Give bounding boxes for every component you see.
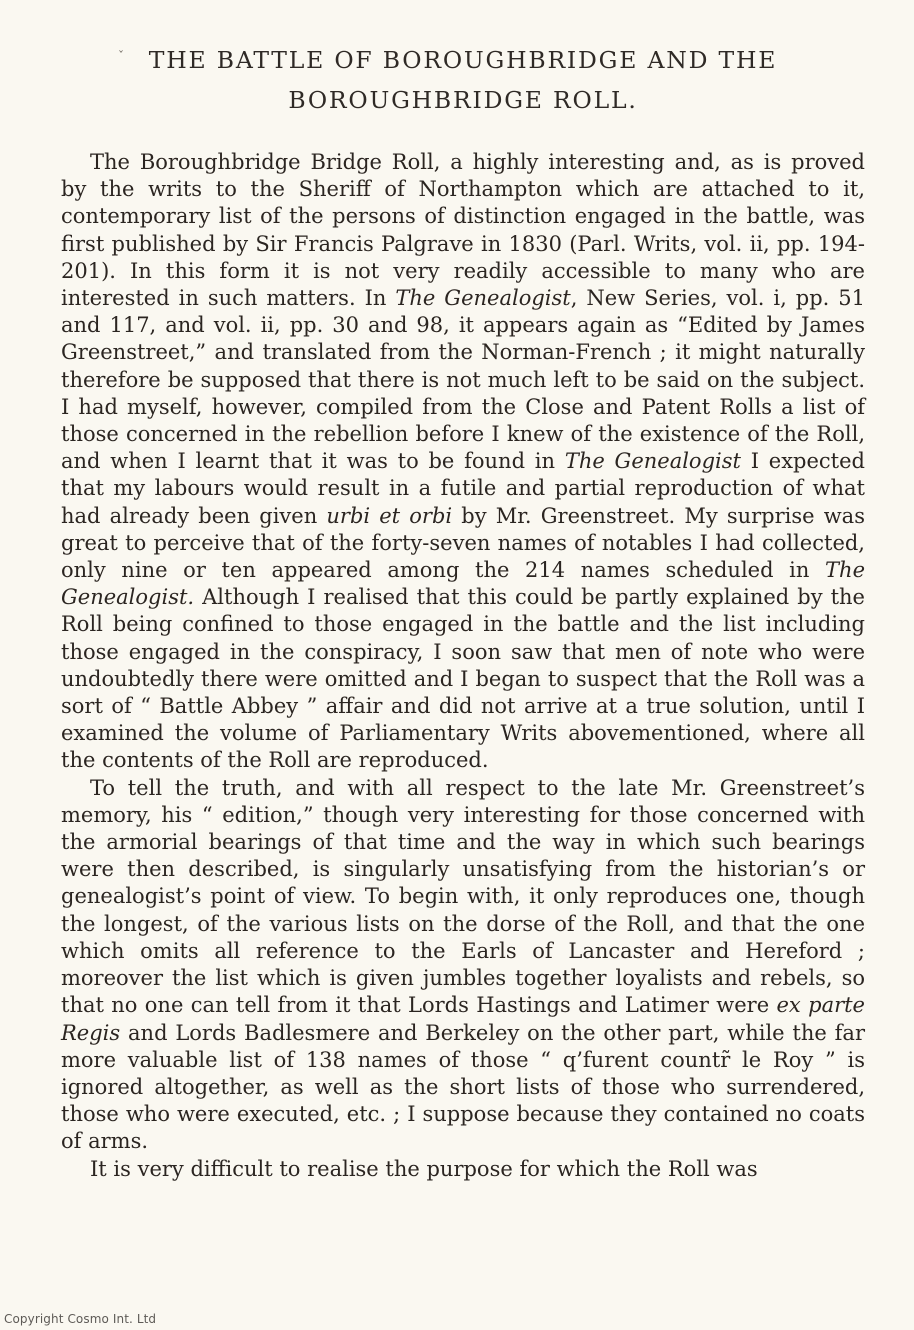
paragraph-1-italic-4: The Genealogist. bbox=[61, 558, 865, 610]
paragraph-1-text-4: by Mr. Greenstreet. My surprise was great to perceive that of the forty-seven names of notables I had collected, only nine or ten appeared among the 214 names scheduled in bbox=[61, 503, 865, 583]
paragraph-1-text-2: , New Series, vol. i, pp. 51 and 117, and vol. ii, pp. 30 and 98, it appears again as “Edited by James Greenstreet,” and translated from the Norman-French ; it might naturally therefore be supposed that there is not much left to be said on the subject. I had myself, however, compiled from the Close and Patent Rolls a list of those concerned in the rebellion before I knew of the existence of the Roll, and when I learnt that it was to be found in bbox=[61, 286, 865, 474]
paragraph-2-text-1: To tell the truth, and with all respect to the late Mr. Greenstreet’s memory, his “ edition,” though very interesting for those concerned with the armorial bearings of that time and the way in which such bearings were then described, is singularly unsatisfying from the historian’s or genealogist’s point of view. To begin with, it only reproduces one, though the longest, of the various lists on the dorse of the Roll, and that the one which omits all reference to the Earls of Lancaster and Hereford ; moreover the list which is given jumbles together loyalists and rebels, so that no one can tell from it that Lords Hastings and Latimer were bbox=[61, 775, 865, 1018]
paragraph-1-text-3: I expected that my labours would result in a futile and partial reproduction of what had already been given bbox=[61, 449, 865, 528]
paragraph-1-italic-1: The Genealogist bbox=[395, 286, 571, 311]
paragraph-2-italic-1: ex parte Regis bbox=[61, 993, 865, 1045]
document-title bbox=[61, 40, 865, 120]
paragraph-3-text-1: It is very difficult to realise the purpose for which the Roll was bbox=[90, 1156, 758, 1181]
paragraph-2-text-2: and Lords Badlesmere and Berkeley on the other part, while the far more valuable list of 138 names of those “ q’furent countr̃ le Roy ” is ignored altogether, as well as the short lists of those who surrendered, those who were executed, etc. ; I suppose because they contained no coats of arms. bbox=[61, 1020, 865, 1154]
paragraph-3 bbox=[61, 1156, 865, 1183]
title-line-1: THE BATTLE OF BOROUGHBRIDGE AND THE bbox=[148, 46, 778, 74]
body-text bbox=[61, 149, 865, 1183]
copyright-watermark: Copyright Cosmo Int. Ltd bbox=[4, 1312, 157, 1326]
document-page bbox=[61, 40, 865, 1183]
paragraph-1-italic-2: The Genealogist bbox=[564, 449, 741, 474]
title-line-2: BOROUGHBRIDGE ROLL. bbox=[288, 86, 638, 114]
paragraph-1 bbox=[61, 149, 865, 775]
paragraph-1-text-1: The Boroughbridge Bridge Roll, a highly interesting and, as is proved by the writs to the Sheriff of Northampton which are attached to it, contemporary list of the persons of distinction engaged in the battle, was first published by Sir Francis Palgrave in 1830 (Parl. Writs, vol. ii, pp. 194-201). In this form it is not very readily accessible to many who are interested in such matters. In bbox=[61, 150, 865, 311]
title-mark: ˇ bbox=[118, 49, 126, 63]
paragraph-1-text-5: Although I realised that this could be partly explained by the Roll being confined to those engaged in the battle and the list including those engaged in the conspiracy, I soon saw that men of note who were undoubtedly there were omitted and I began to suspect that the Roll was a sort of “ Battle Abbey ” affair and did not arrive at a true solution, until I examined the volume of Parliamentary Writs abovementioned, where all the contents of the Roll are reproduced. bbox=[61, 585, 865, 773]
paragraph-1-italic-3: urbi et orbi bbox=[326, 503, 453, 528]
paragraph-2 bbox=[61, 775, 865, 1156]
